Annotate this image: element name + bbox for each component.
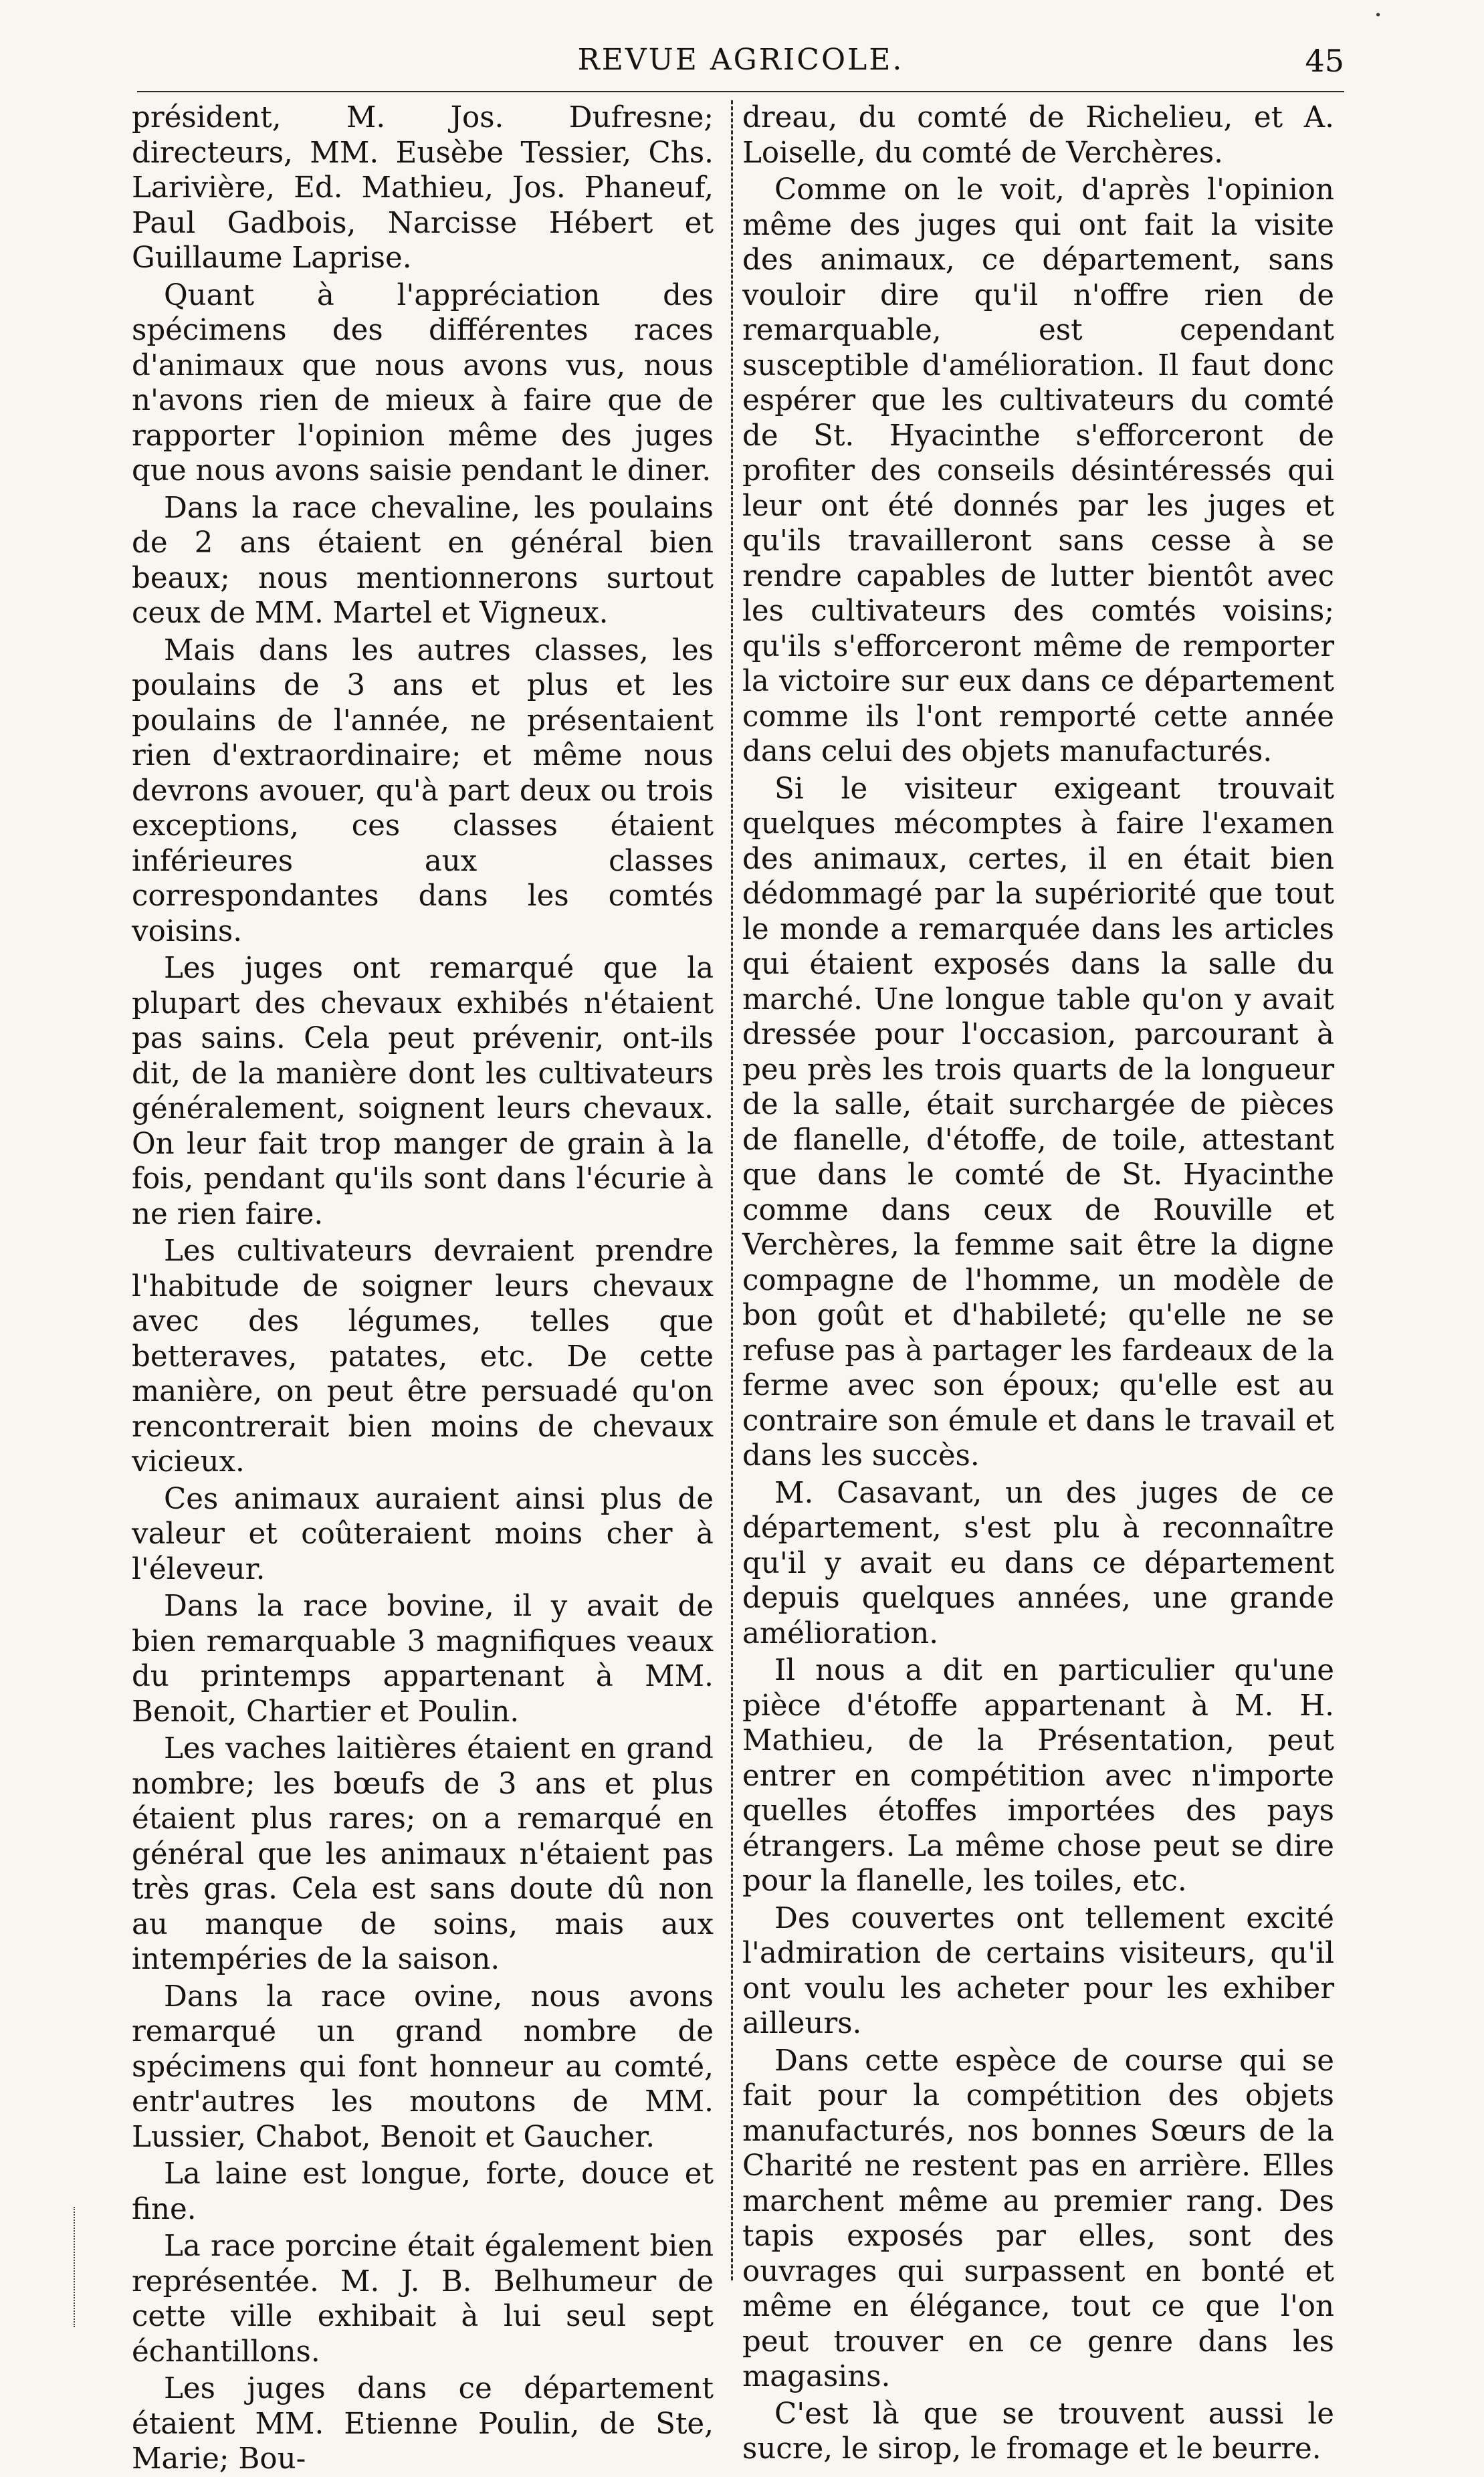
paragraph: Les juges ont remarqué que la plupart des chevaux exhibés n'étaient pas sains. Cela peut prévenir, ont-ils dit, de la manière dont les cultivateurs généralement, soignent leurs chevaux. On leur fait trop manger de grain à la fois, pendant qu'ils sont dans l'écurie à ne rien faire. <box>132 952 714 1231</box>
paragraph: Dans la race ovine, nous avons remarqué un grand nombre de spécimens qui font honneur au comté, entr'autres les moutons de MM. Lussier, Chabot, Benoit et Gaucher. <box>132 1979 714 2154</box>
paragraph: Il nous a dit en particulier qu'une pièce d'étoffe appartenant à M. H. Mathieu, de la Présentation, peut entrer en compétition avec n'importe quelles étoffes importées des pays étrangers. La même chose peut se dire pour la flanelle, les toiles, etc. <box>742 1654 1334 1898</box>
header-rule <box>137 91 1344 92</box>
paragraph: Mais dans les autres classes, les poulains de 3 ans et plus et les poulains de l'année, ne présentaient rien d'extraordinaire; et même nous devrons avouer, qu'à part deux ou trois exceptions, ces classes étaient inférieures aux classes correspondantes dans les comtés voisins. <box>132 633 714 948</box>
paragraph: La laine est longue, forte, douce et fine. <box>132 2157 714 2226</box>
paragraph: C'est là que se trouvent aussi le sucre, le sirop, le fromage et le beurre. <box>742 2397 1334 2466</box>
stray-mark: · <box>1374 0 1382 31</box>
left-column <box>132 100 714 2477</box>
column-divider <box>731 100 733 2280</box>
right-column <box>742 100 1334 2467</box>
paragraph: Les juges dans ce département étaient MM. Etienne Poulin, de Ste, Marie; Bou- <box>132 2372 714 2476</box>
page-number: 45 <box>1305 43 1344 79</box>
paragraph: président, M. Jos. Dufresne; directeurs, MM. Eusèbe Tessier, Chs. Larivière, Ed. Mathieu, Jos. Phaneuf, Paul Gadbois, Narcisse Hébert et Guillaume Laprise. <box>132 101 714 275</box>
page-header <box>137 39 1344 86</box>
paragraph: Quant à l'appréciation des spécimens des différentes races d'animaux que nous avons vus, nous n'avons rien de mieux à faire que de rapporter l'opinion même des juges que nous avons saisie pendant le diner. <box>132 278 714 488</box>
paragraph: Comme on le voit, d'après l'opinion même des juges qui ont fait la visite des animaux, ce département, sans vouloir dire qu'il n'offre rien de remarquable, est cependant susceptible d'amélioration. Il faut donc espérer que les cultivateurs du comté de St. Hyacinthe s'efforceront de profiter des conseils désintéressés qui leur ont été donnés par les juges et qu'ils travailleront sans cesse à se rendre capables de lutter bientôt avec les cultivateurs des comtés voisins; qu'ils s'efforceront même de remporter la victoire sur eux dans ce département comme ils l'ont remporté cette année dans celui des objets manufacturés. <box>742 173 1334 768</box>
paragraph: Dans cette espèce de course qui se fait pour la compétition des objets manufacturés, nos bonnes Sœurs de la Charité ne restent pas en arrière. Elles marchent même au premier rang. Des tapis exposés par elles, sont des ouvrages qui surpassent en bonté et même en élégance, tout ce que l'on peut trouver en ce genre dans les magasins. <box>742 2044 1334 2393</box>
paragraph: Les cultivateurs devraient prendre l'habitude de soigner leurs chevaux avec des légumes, telles que betteraves, patates, etc. De cette manière, on peut être persuadé qu'on rencontrerait bien moins de chevaux vicieux. <box>132 1234 714 1479</box>
paragraph: Si le visiteur exigeant trouvait quelques mécomptes à faire l'examen des animaux, certes, il en était bien dédommagé par la supériorité que tout le monde a remarquée dans les articles qui étaient exposés dans la salle du marché. Une longue table qu'on y avait dressée pour l'occasion, parcourant à peu près les trois quarts de la longueur de la salle, était surchargée de pièces de flanelle, d'étoffe, de toile, attestant que dans le comté de St. Hyacinthe comme dans ceux de Rouville et Verchères, la femme sait être la digne compagne de l'homme, un modèle de bon goût et d'habileté; qu'elle ne se refuse pas à partager les fardeaux de la ferme avec son époux; qu'elle est au contraire son émule et dans le travail et dans les succès. <box>742 772 1334 1473</box>
paragraph: La race porcine était également bien représentée. M. J. B. Belhumeur de cette ville exhibait à lui seul sept échantillons. <box>132 2230 714 2369</box>
paragraph: Des couvertes ont tellement excité l'admiration de certains visiteurs, qu'il ont voulu les acheter pour les exhiber ailleurs. <box>742 1901 1334 2040</box>
paragraph: Dans la race chevaline, les poulains de 2 ans étaient en général bien beaux; nous mentionnerons surtout ceux de MM. Martel et Vigneux. <box>132 491 714 630</box>
paragraph: M. Casavant, un des juges de ce département, s'est plu à reconnaître qu'il y avait eu dans ce département depuis quelques années, une grande amélioration. <box>742 1476 1334 1650</box>
paragraph: dreau, du comté de Richelieu, et A. Loiselle, du comté de Verchères. <box>742 101 1334 170</box>
paragraph: Dans la race bovine, il y avait de bien remarquable 3 magnifiques veaux du printemps appartenant à MM. Benoit, Chartier et Poulin. <box>132 1590 714 1729</box>
margin-mark <box>74 2207 75 2327</box>
paragraph: Les vaches laitières étaient en grand nombre; les bœufs de 3 ans et plus étaient plus rares; on a remarqué en général que les animaux n'étaient pas très gras. Cela est sans doute dû non au manque de soins, mais aux intempéries de la saison. <box>132 1732 714 1976</box>
paragraph: Ces animaux auraient ainsi plus de valeur et coûteraient moins cher à l'éleveur. <box>132 1482 714 1586</box>
running-title: REVUE AGRICOLE. <box>577 43 904 77</box>
